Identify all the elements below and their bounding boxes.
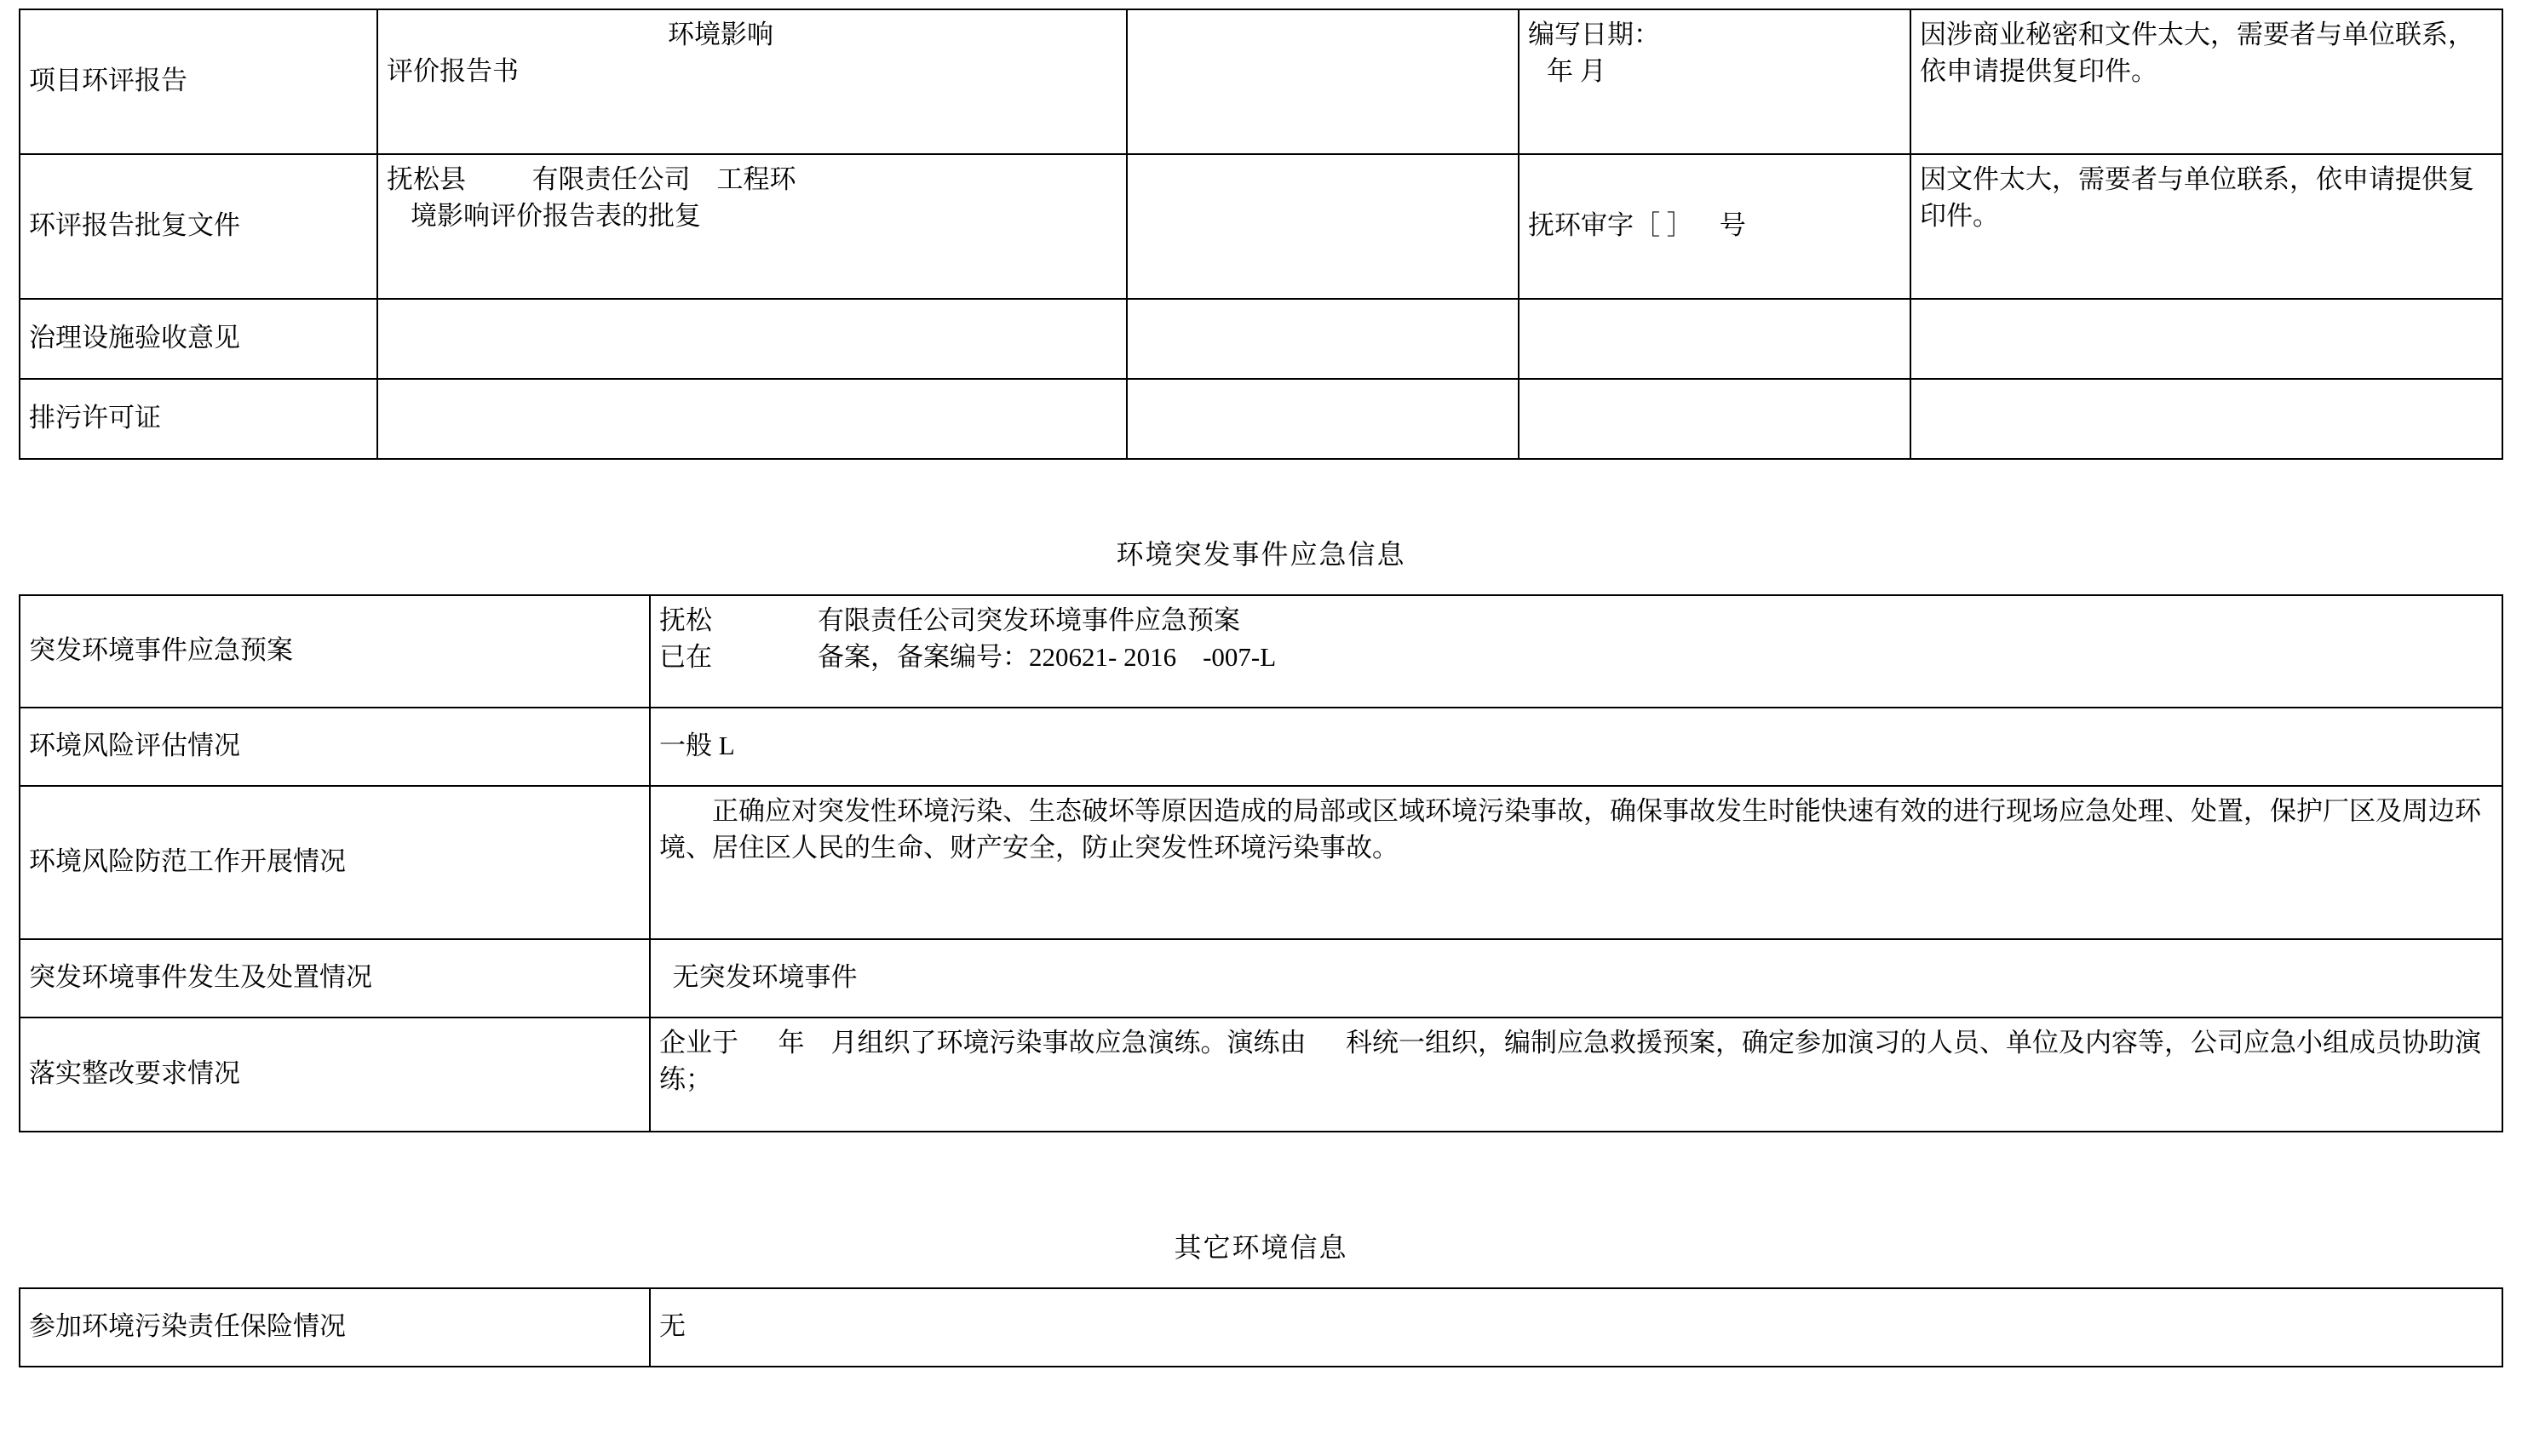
row-content — [377, 379, 1127, 459]
row-blank — [1127, 9, 1519, 154]
row-date-label: 编写日期： — [1528, 20, 1660, 49]
table-row — [20, 1017, 2502, 1132]
spacer — [19, 1265, 2503, 1287]
table-row — [20, 595, 2502, 708]
row-value: 无 — [650, 1288, 2502, 1367]
row-remark: 因文件太大，需要者与单位联系，依申请提供复印件。 — [1910, 154, 2502, 299]
row-label: 治理设施验收意见 — [20, 299, 377, 379]
row-label: 突发环境事件应急预案 — [20, 595, 650, 708]
row-label: 突发环境事件发生及处置情况 — [20, 939, 650, 1017]
row-date — [1519, 154, 1910, 299]
row-remark — [1910, 299, 2502, 379]
row-date — [1519, 9, 1910, 154]
row-value — [650, 595, 2502, 708]
row-date-value: 年 月 — [1547, 55, 1606, 86]
row-date-label: 抚环审字［ ］ 号 — [1528, 209, 1746, 240]
row-label: 环评报告批复文件 — [20, 154, 377, 299]
document-page — [0, 9, 2522, 1456]
table-row — [20, 786, 2502, 939]
row-label: 环境风险评估情况 — [20, 708, 650, 786]
table-row — [20, 939, 2502, 1017]
row-blank — [1127, 379, 1519, 459]
table-row — [20, 154, 2502, 299]
table-row — [20, 379, 2502, 459]
spacer — [19, 1132, 2503, 1226]
table-row — [20, 1288, 2502, 1367]
spacer — [19, 572, 2503, 594]
row-value: 无突发环境事件 — [650, 939, 2502, 1017]
row-label: 参加环境污染责任保险情况 — [20, 1288, 650, 1367]
emergency-info-table — [19, 594, 2503, 1132]
row-remark — [1910, 379, 2502, 459]
row-label: 排污许可证 — [20, 379, 377, 459]
table-row — [20, 9, 2502, 154]
row-blank — [1127, 299, 1519, 379]
spacer — [19, 460, 2503, 533]
table-row — [20, 708, 2502, 786]
row-blank — [1127, 154, 1519, 299]
row-label: 项目环评报告 — [20, 9, 377, 154]
row-content — [377, 299, 1127, 379]
row-value: 正确应对突发性环境污染、生态破坏等原因造成的局部或区域环境污染事故，确保事故发生时能快速有效的进行现场应急处理、处置，保护厂区及周边环境、居住区人民的生命、财产安全，防止突发性环境污染事故。 — [650, 786, 2502, 939]
row-label: 环境风险防范工作开展情况 — [20, 786, 650, 939]
row-content-line2: 评价报告书 — [387, 55, 519, 86]
row-value-line2: 已在 备案，备案编号：220621- 2016 -007-L — [659, 641, 1277, 672]
row-value-line1: 抚松 有限责任公司突发环境事件应急预案 — [659, 605, 1240, 635]
row-remark: 因涉商业秘密和文件太大，需要者与单位联系，依申请提供复印件。 — [1910, 9, 2502, 154]
row-content-line1: 环境影响 — [668, 20, 773, 49]
row-label: 落实整改要求情况 — [20, 1017, 650, 1132]
row-value: 一般 L — [650, 708, 2502, 786]
env-report-table — [19, 9, 2503, 460]
section-title-other: 其它环境信息 — [1174, 1232, 1348, 1263]
other-info-table — [19, 1287, 2503, 1367]
row-content — [377, 9, 1127, 154]
row-content-line1: 抚松县 有限责任公司 工程环 — [387, 164, 796, 194]
section-title-emergency: 环境突发事件应急信息 — [1116, 539, 1406, 570]
row-date — [1519, 299, 1910, 379]
table-row — [20, 299, 2502, 379]
row-content — [377, 154, 1127, 299]
row-date — [1519, 379, 1910, 459]
row-value: 企业于 年 月组织了环境污染事故应急演练。演练由 科统一组织，编制应急救援预案，确定参加演习的人员、单位及内容等，公司应急小组成员协助演练； — [650, 1017, 2502, 1132]
row-content-line2: 境影响评价报告表的批复 — [411, 200, 701, 231]
